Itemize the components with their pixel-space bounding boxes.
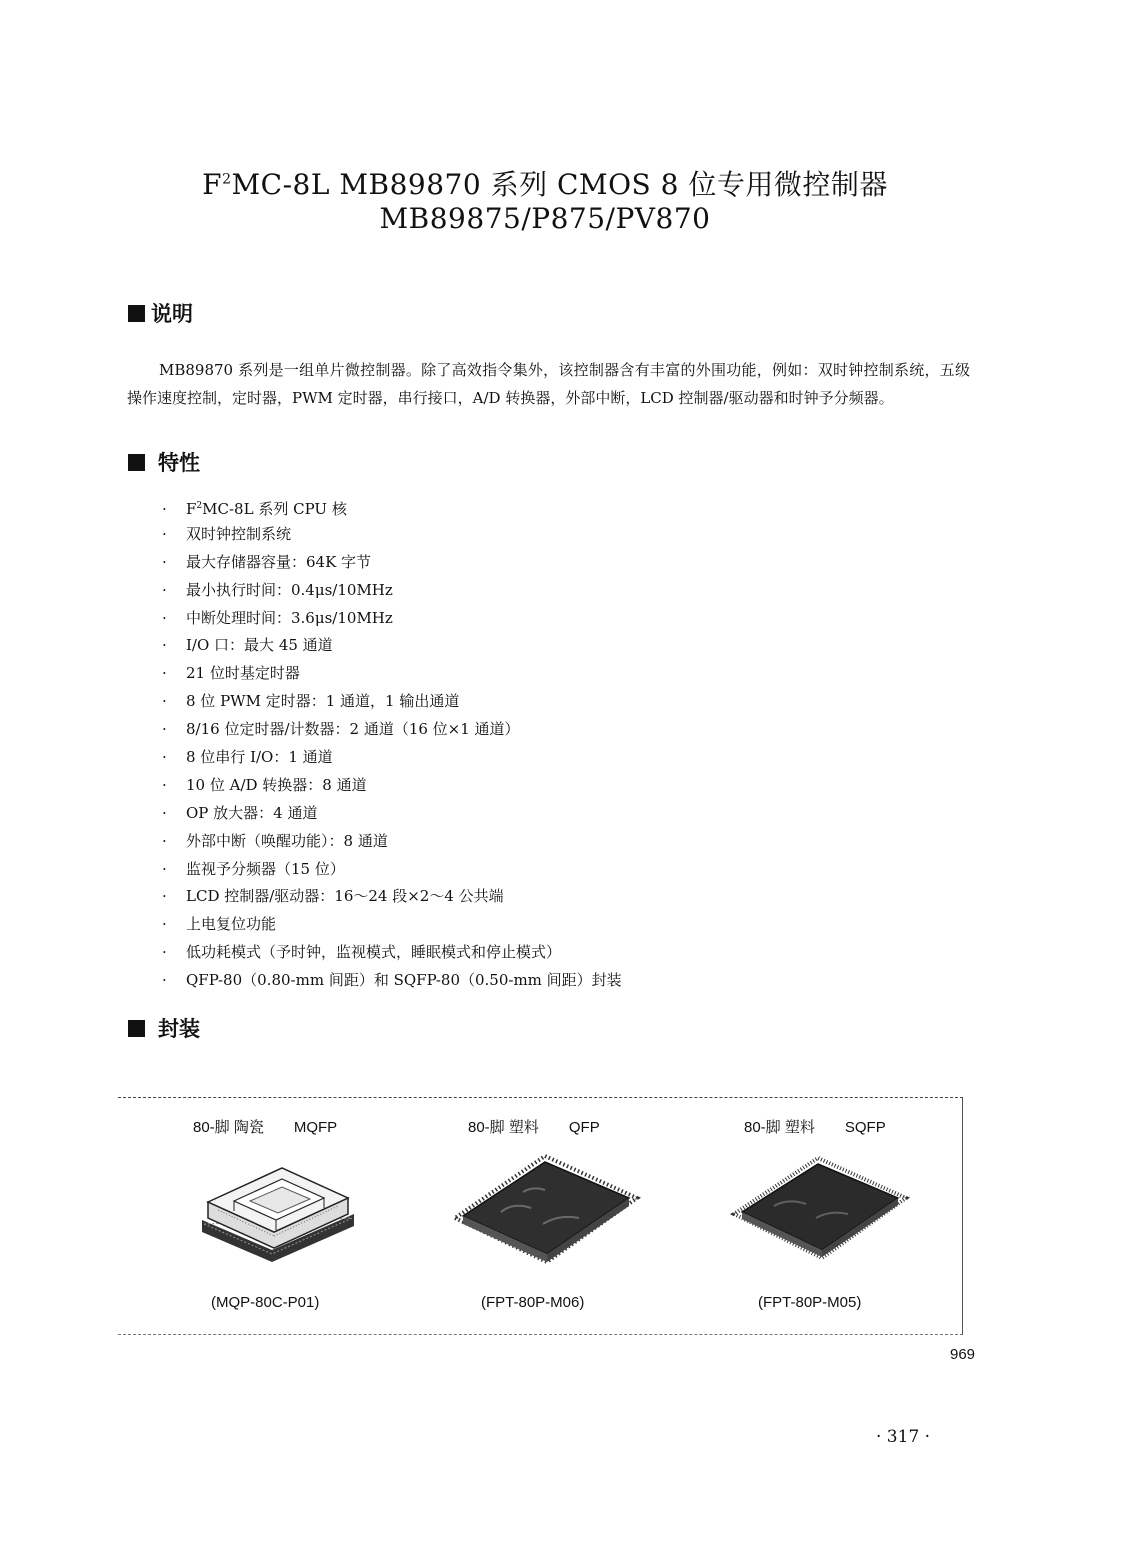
feature-item: · 10 位 A/D 转换器：8 通道	[162, 771, 622, 799]
bullet-icon: ·	[162, 580, 167, 599]
source-page-number: 969	[950, 1346, 976, 1363]
description-heading	[128, 298, 193, 328]
bullet-icon: ·	[162, 748, 167, 767]
bullet-icon: ·	[162, 636, 167, 655]
feature-item: · QFP-80（0.80-mm 间距）和 SQFP-80（0.50-mm 间距）封装	[162, 966, 622, 994]
qfp-chip-image	[451, 1154, 641, 1278]
package-label: 80-脚 陶瓷 MQFP	[193, 1119, 338, 1136]
feature-item: · 最小执行时间：0.4μs/10MHz	[162, 576, 622, 604]
packages-heading	[128, 1013, 200, 1043]
package-sqfp	[718, 1098, 998, 1334]
package-label: 80-脚 塑料 SQFP	[744, 1119, 886, 1136]
feature-item: · I/O 口：最大 45 通道	[162, 631, 622, 659]
description-paragraph: MB89870 系列是一组单片微控制器。除了高效指令集外，该控制器含有丰富的外围功能，例如：双时钟控制系统，五级操作速度控制，定时器，PWM 定时器，串行接口，A/D 转换器，外部中断，LCD 控制器/驱动器和时钟予分频器。	[127, 361, 970, 407]
packages-heading-text: 封装	[158, 1017, 200, 1041]
bullet-icon: ·	[162, 887, 167, 906]
bullet-icon: ·	[162, 943, 167, 962]
square-bullet-icon	[128, 454, 145, 471]
package-mqfp	[118, 1098, 398, 1334]
feature-item: · 8 位 PWM 定时器：1 通道，1 输出通道	[162, 687, 622, 715]
feature-item: · 低功耗模式（予时钟，监视模式，睡眠模式和停止模式）	[162, 938, 622, 966]
feature-item: · $F^2MC-8L$ 系列 CPU 核	[162, 492, 622, 520]
feature-item: · 21 位时基定时器	[162, 659, 622, 687]
sqfp-chip-image	[730, 1154, 910, 1272]
feature-item: · 外部中断（唤醒功能）：8 通道	[162, 827, 622, 855]
package-code: (FPT-80P-M06)	[481, 1294, 585, 1311]
document-title-line2: MB89875/P875/PV870	[379, 202, 711, 235]
square-bullet-icon	[128, 305, 145, 322]
document-title-line1: $F^2MC-8L$ MB89870 系列 CMOS 8 位专用微控制器	[202, 168, 888, 201]
bullet-icon: ·	[162, 775, 167, 794]
bullet-icon: ·	[162, 971, 167, 990]
package-code: (MQP-80C-P01)	[211, 1294, 320, 1311]
feature-item: · 8 位串行 I/O：1 通道	[162, 743, 622, 771]
square-bullet-icon	[128, 1020, 145, 1037]
package-qfp	[443, 1098, 723, 1334]
feature-item: · 最大存储器容量：64K 字节	[162, 548, 622, 576]
package-label: 80-脚 塑料 QFP	[468, 1119, 600, 1136]
feature-item: · 上电复位功能	[162, 910, 622, 938]
bullet-icon: ·	[162, 500, 167, 518]
bullet-icon: ·	[162, 803, 167, 822]
page-number: · 317 ·	[876, 1427, 931, 1447]
bullet-icon: ·	[162, 720, 167, 739]
feature-item: · 双时钟控制系统	[162, 520, 622, 548]
bullet-icon: ·	[162, 664, 167, 683]
feature-item: · 中断处理时间：3.6μs/10MHz	[162, 604, 622, 632]
features-heading-text: 特性	[158, 451, 200, 475]
features-list	[162, 492, 622, 994]
bullet-icon: ·	[162, 831, 167, 850]
bullet-icon: ·	[162, 552, 167, 571]
bullet-icon: ·	[162, 915, 167, 934]
feature-item: · LCD 控制器/驱动器：16～24 段×2～4 公共端	[162, 882, 622, 910]
bullet-icon: ·	[162, 692, 167, 711]
feature-item: · 8/16 位定时器/计数器：2 通道（16 位×1 通道）	[162, 715, 622, 743]
package-code: (FPT-80P-M05)	[758, 1294, 862, 1311]
bullet-icon: ·	[162, 608, 167, 627]
description-heading-text: 说明	[151, 302, 193, 326]
bullet-icon: ·	[162, 859, 167, 878]
bullet-icon: ·	[162, 524, 167, 543]
feature-item: · OP 放大器：4 通道	[162, 799, 622, 827]
feature-item: · 监视予分频器（15 位）	[162, 855, 622, 883]
package-figure	[118, 1097, 963, 1335]
mqfp-chip-image	[198, 1154, 358, 1266]
features-heading	[128, 447, 200, 477]
